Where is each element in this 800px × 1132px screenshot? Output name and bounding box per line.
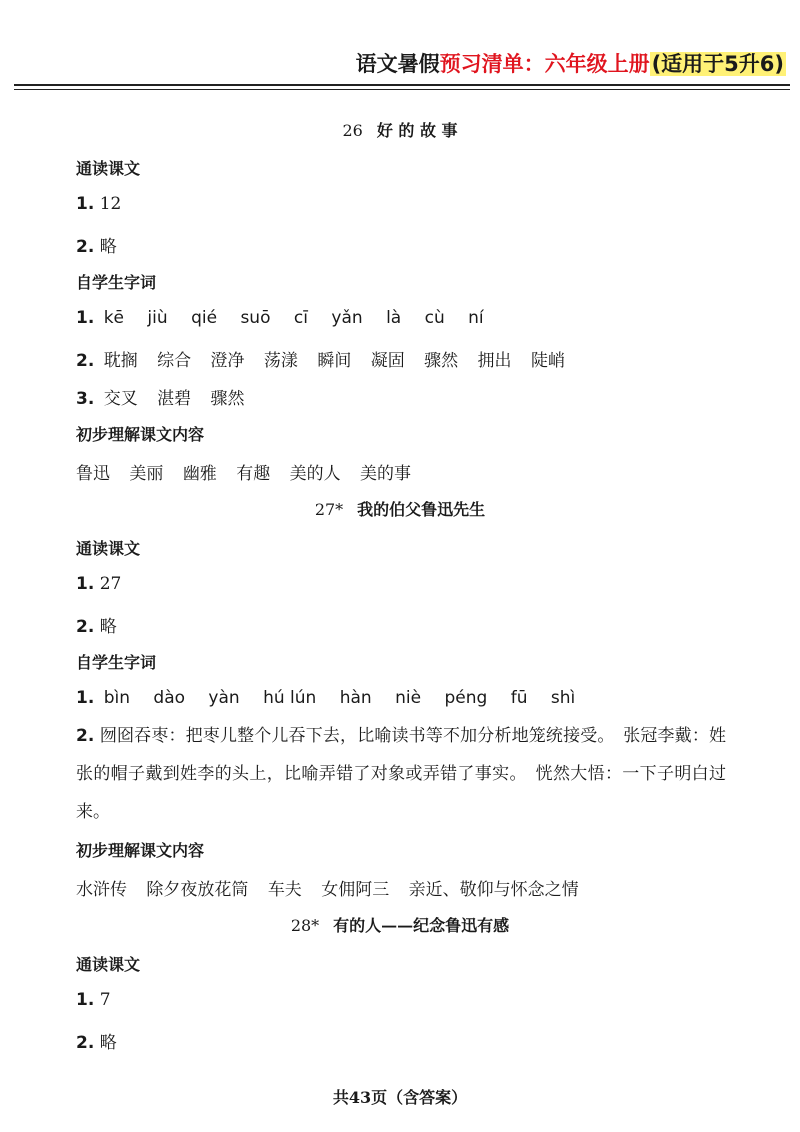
answer-word: 除夕夜放花筒: [146, 880, 249, 900]
pinyin-word: yàn: [208, 688, 240, 708]
answer-word: 女佣阿三: [321, 880, 390, 900]
vocab-word: 湛碧: [157, 389, 192, 409]
lesson-number: 27*: [314, 500, 344, 519]
answer-word: 美的人: [289, 464, 341, 484]
item-marker: 2.: [76, 237, 95, 257]
lesson-27-title: [0, 497, 800, 520]
header-rule-thick: [14, 84, 790, 86]
pinyin-word: kē: [103, 308, 125, 328]
item-text: 略: [99, 1033, 117, 1053]
list-item: [76, 990, 111, 1010]
lesson-number: 28*: [290, 916, 320, 935]
lesson-title: 我的伯父鲁迅先生: [357, 500, 486, 519]
page-footer: 共43页（含答案）: [332, 1088, 468, 1107]
answer-word: 幽雅: [182, 464, 217, 484]
page-header: [356, 48, 786, 78]
item-marker: 3.: [76, 389, 95, 409]
list-item: [76, 574, 121, 594]
pinyin-word: cù: [424, 308, 445, 328]
item-text: 略: [99, 237, 117, 257]
section-heading: 自学生字词: [76, 273, 157, 292]
item-text: 27: [99, 574, 122, 594]
vocab-word: 凝固: [370, 351, 405, 371]
pinyin-word: dào: [153, 688, 186, 708]
pinyin-word: qié: [191, 308, 218, 328]
pinyin-word: cī: [293, 308, 308, 328]
list-item: [76, 1028, 117, 1053]
item-marker: 2.: [76, 351, 95, 371]
vocab-word: 综合: [157, 351, 192, 371]
item-marker: 1.: [76, 574, 95, 594]
pinyin-word: bìn: [103, 688, 130, 708]
item-text: 12: [99, 194, 122, 214]
list-item: [76, 232, 117, 257]
pinyin-word: là: [386, 308, 402, 328]
item-marker: 1.: [76, 688, 95, 708]
section-heading: 通读课文: [76, 539, 141, 558]
pinyin-word: niè: [395, 688, 422, 708]
item-marker: 2.: [76, 1033, 95, 1053]
vocab-word: 陡峭: [530, 351, 565, 371]
lesson-title: 好 的 故 事: [376, 121, 458, 140]
pinyin-word: hàn: [339, 688, 372, 708]
vocab-word: 耽搁: [103, 351, 138, 371]
lesson-26-title: [0, 118, 800, 141]
lesson-title: 有的人——纪念鲁迅有感: [333, 916, 510, 935]
pinyin-word: jiù: [147, 308, 168, 328]
section-heading: 初步理解课文内容: [76, 841, 205, 860]
header-title-red: 预习清单：六年级上册: [439, 52, 650, 76]
vocab-word: 澄净: [210, 351, 245, 371]
section-heading: 通读课文: [76, 955, 141, 974]
lesson-28-title: [0, 913, 800, 936]
vocab-word: 骤然: [424, 351, 459, 371]
list-item: [76, 612, 117, 637]
pinyin-word: yǎn: [331, 308, 363, 328]
pinyin-word: suō: [240, 308, 271, 328]
answer-word: 美的事: [360, 464, 412, 484]
pinyin-word: péng: [444, 688, 488, 708]
pinyin-row: [76, 688, 593, 708]
vocab-word: 荡漾: [263, 351, 298, 371]
vocab-word: 瞬间: [317, 351, 352, 371]
section-heading: 通读课文: [76, 159, 141, 178]
item-text: 7: [99, 990, 111, 1010]
lesson-number: 26: [342, 121, 363, 140]
pinyin-word: shì: [550, 688, 576, 708]
answer-word: 亲近、敬仰与怀念之情: [408, 880, 579, 900]
definition-paragraph: [76, 717, 726, 831]
item-marker: 1.: [76, 308, 95, 328]
item-marker: 1.: [76, 194, 95, 214]
answer-word: 水浒传: [76, 880, 127, 900]
pinyin-word: fū: [510, 688, 528, 708]
vocab-word: 骤然: [210, 389, 245, 409]
answer-word: 美丽: [129, 464, 164, 484]
header-rule-thin: [14, 89, 790, 90]
item-text: 略: [99, 617, 117, 637]
item-marker: 2.: [76, 617, 95, 637]
section-heading: 自学生字词: [76, 653, 157, 672]
word-row: [76, 346, 579, 371]
list-item: [76, 194, 121, 214]
answer-word: 鲁迅: [76, 464, 110, 484]
header-title-black: 语文暑假: [355, 52, 440, 76]
answer-word: 有趣: [236, 464, 271, 484]
paragraph-text: 囫囵吞枣：把枣儿整个儿吞下去，比喻读书等不加分析地笼统接受。 张冠李戴：姓张的帽子戴到姓李的头上，比喻弄错了对象或弄错了事实。 恍然大悟：一下子明白过来。: [76, 726, 726, 822]
answer-word: 车夫: [267, 880, 302, 900]
header-grade-tag: (适用于5升6): [651, 52, 784, 76]
answer-row: [76, 875, 593, 900]
word-row: [76, 384, 259, 409]
pinyin-word: hú lún: [263, 688, 317, 708]
vocab-word: 交叉: [103, 389, 138, 409]
pinyin-word: ní: [468, 308, 484, 328]
item-marker: 2.: [76, 726, 95, 746]
vocab-word: 拥出: [477, 351, 512, 371]
answer-row: [76, 459, 425, 484]
item-marker: 1.: [76, 990, 95, 1010]
section-heading: 初步理解课文内容: [76, 425, 205, 444]
pinyin-row: [76, 308, 502, 328]
